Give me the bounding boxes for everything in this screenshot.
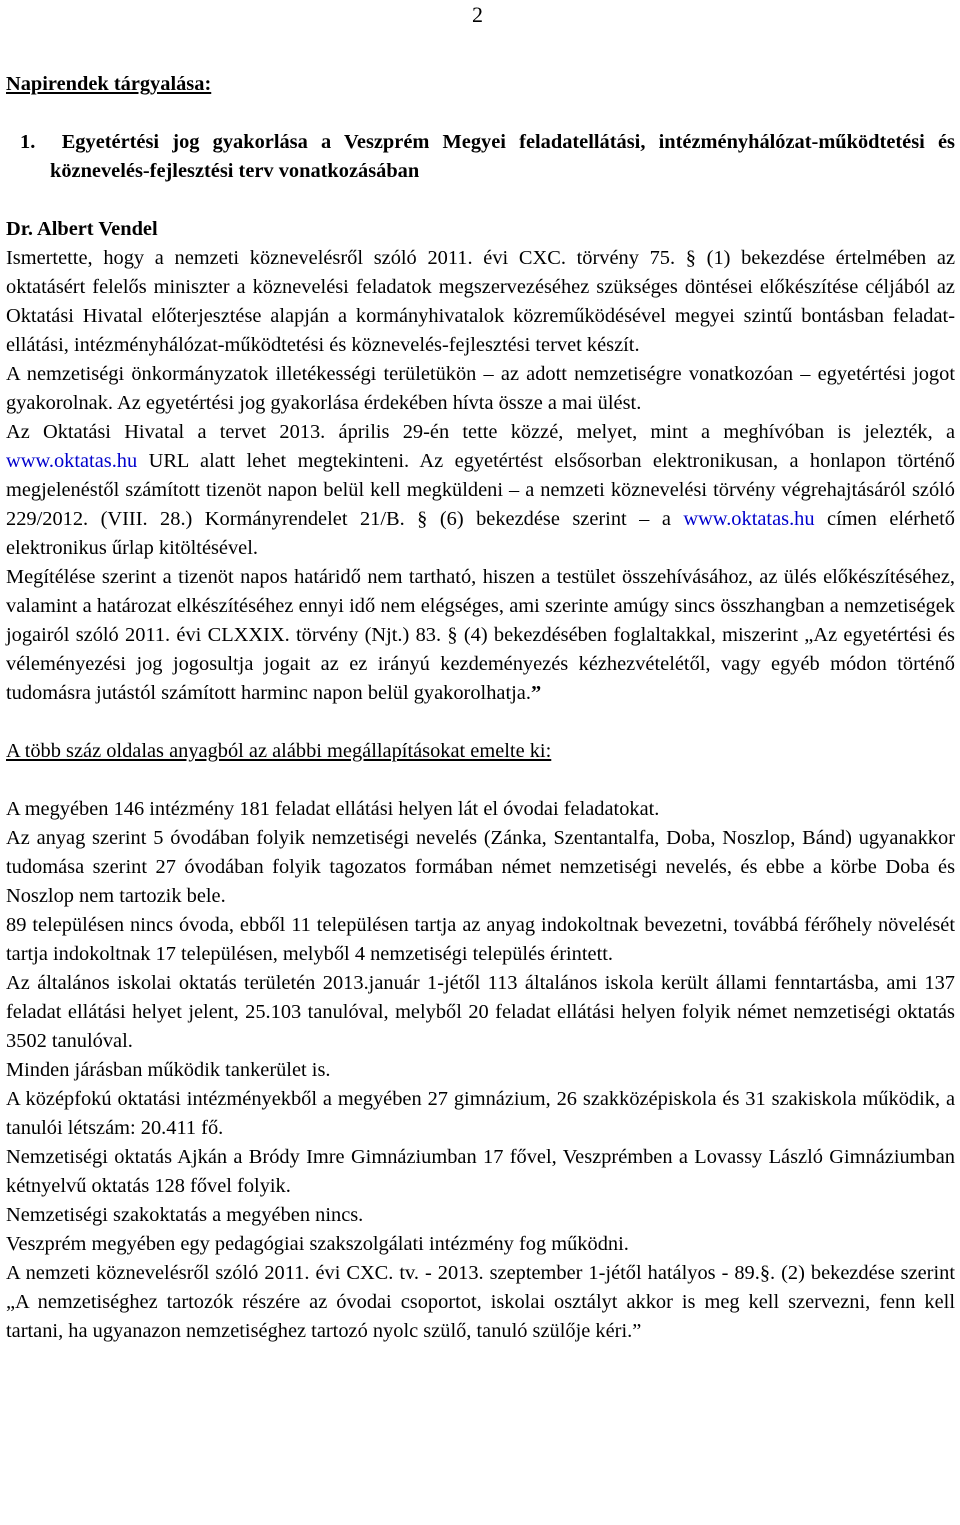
intro-p4-text: Megítélése szerint a tizenöt napos határidő nem tartható, hiszen a testület összehívásához, az ülés előkészítéséhez, valamint a határozat elkészítéséhez ennyi idő nem elégséges, ami szerinte amúgy sincs összhangban a nemzetiségek jogairól szóló 2011. évi CLXXIX. törvény (Njt.) 83. § (4) bekezdésében foglaltakkal, miszerint „Az egyetértési és véleményezési jog jogosultja jogait az ez irányú kezdeményezés kézhezvételétől, vagy egyéb módon történő tudomásra jutástól számított harminc napon belül gyakorolhatja. xyxy=(6,566,955,704)
speaker-name: Dr. Albert Vendel xyxy=(6,218,158,240)
agenda-item-number: 1. xyxy=(20,131,36,153)
agenda-heading: Napirendek tárgyalása: xyxy=(6,73,212,95)
oktatas-link-1[interactable]: www.oktatas.hu xyxy=(6,450,138,472)
finding-paragraph: A megyében 146 intézmény 181 feladat ellátási helyen lát el óvodai feladatokat. xyxy=(6,798,660,820)
intro-paragraph-1: Ismertette, hogy a nemzeti köznevelésről szóló 2011. évi CXC. törvény 75. § (1) bekezdése értelmében az oktatásért felelős miniszter a köznevelési feladatok megszervezéséhez szükséges döntései előkészítése céljából az Oktatási Hivatal előterjesztése alapján a kormányhivatalok közreműködésével megyei szintű bontásban feladat-ellátási, intézményhálózat-működtetési és köznevelés-fejlesztési tervet készít. xyxy=(6,247,955,356)
intro-p3-part-a: Az Oktatási Hivatal a tervet 2013. április 29-én tette közzé, melyet, mint a meghívóban is jelezték, a xyxy=(6,421,955,443)
finding-paragraph: Nemzetiségi szakoktatás a megyében nincs. xyxy=(6,1204,364,1226)
finding-paragraph: A nemzeti köznevelésről szóló 2011. évi CXC. tv. - 2013. szeptember 1-jétől hatályos - 89.§. (2) bekezdése szerint „A nemzetiséghez tartozók részére az óvodai csoportot, iskolai osztályt akkor is meg kell szervezni, fenn kell tartani, ha ugyanazon nemzetiséghez tartozó nyolc szülő, tanuló szülője kéri.” xyxy=(6,1262,955,1342)
closing-quote: ” xyxy=(530,682,542,704)
finding-paragraph: Minden járásban működik tankerület is. xyxy=(6,1059,331,1081)
page-number: 2 xyxy=(472,2,483,27)
intro-p3-part-b: URL alatt lehet megtekinteni. Az egyetértést elsősorban elektronikusan, a honlapon történő megjelenéstől számított tizenöt napon belül kell megküldeni – a nemzeti köznevelési törvény végrehajtásáról szóló 229/2012. (VIII. 28.) Kormányrendelet 21/B. § (6) bekezdése szerint – a xyxy=(6,450,955,530)
document-body xyxy=(6,70,955,1346)
finding-paragraph: Nemzetiségi oktatás Ajkán a Bródy Imre Gimnáziumban 17 fővel, Veszprémben a Lovassy László Gimnáziumban kétnyelvű oktatás 128 fővel folyik. xyxy=(6,1146,955,1197)
finding-paragraph: Az anyag szerint 5 óvodában folyik nemzetiségi nevelés (Zánka, Szentantalfa, Doba, Noszlop, Bánd) ugyanakkor tudomása szerint 27 óvodában folyik tagozatos formában német nemzetiségi nevelés, és ebbe a körbe Doba és Noszlop nem tartozik bele. xyxy=(6,827,955,907)
agenda-item-title xyxy=(6,128,955,186)
finding-paragraph: Veszprém megyében egy pedagógiai szakszolgálati intézmény fog működni. xyxy=(6,1233,629,1255)
intro-paragraph-2: A nemzetiségi önkormányzatok illetékességi területükön – az adott nemzetiségre vonatkozóan – egyetértési jogot gyakorolnak. Az egyetértési jog gyakorlása érdekében hívta össze a mai ülést. xyxy=(6,363,955,414)
intro-p3-part-c: címen elérhető elektronikus űrlap kitöltésével. xyxy=(6,508,955,559)
finding-paragraph: 89 településen nincs óvoda, ebből 11 településen tartja az anyag indokoltnak bevezetni, továbbá férőhely növelését tartja indokoltnak 17 településen, melyből 4 nemzetiségi település érintett. xyxy=(6,914,955,965)
finding-paragraph: Az általános iskolai oktatás területén 2013.január 1-jétől 113 általános iskola került állami fenntartásba, ami 137 feladat ellátási helyet jelent, 25.103 tanulóval, melyből 20 feladat ellátási helyen folyik német nemzetiségi oktatás 3502 tanulóval. xyxy=(6,972,955,1052)
agenda-item-text: Egyetértési jog gyakorlása a Veszprém Megyei feladatellátási, intézményhálózat-működtetési és köznevelés-fejlesztési terv vonatkozásában xyxy=(50,131,955,182)
finding-paragraph: A középfokú oktatási intézményekből a megyében 27 gimnázium, 26 szakközépiskola és 31 szakiskola működik, a tanulói létszám: 20.411 fő. xyxy=(6,1088,955,1139)
findings-heading: A több száz oldalas anyagból az alábbi megállapításokat emelte ki: xyxy=(6,740,552,762)
oktatas-link-2[interactable]: www.oktatas.hu xyxy=(683,508,815,530)
intro-paragraph-4 xyxy=(6,563,955,708)
intro-paragraph-3 xyxy=(6,418,955,563)
